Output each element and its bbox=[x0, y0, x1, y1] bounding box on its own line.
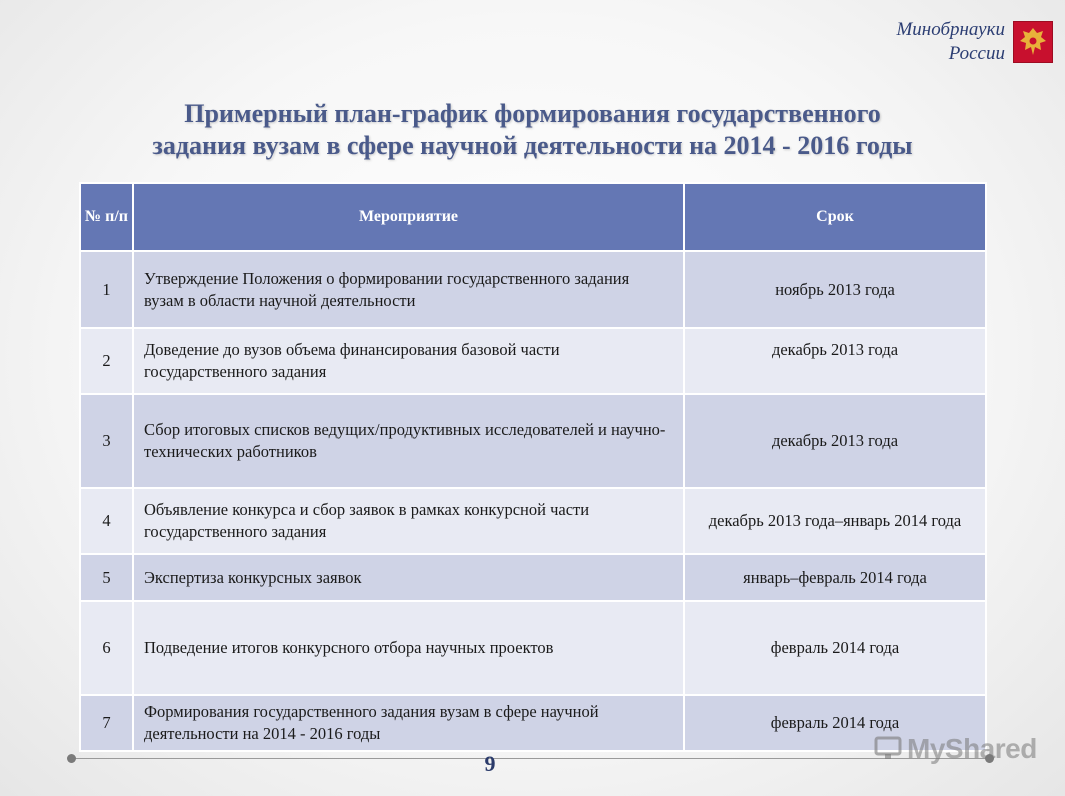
table-row bbox=[80, 488, 986, 554]
table-row bbox=[80, 601, 986, 695]
ministry-line1: Минобрнауки bbox=[896, 19, 1005, 40]
table-row bbox=[80, 394, 986, 488]
title-line2: задания вузам в сфере научной деятельности на 2014 - 2016 годы bbox=[152, 131, 913, 160]
row-deadline: февраль 2014 года bbox=[684, 695, 986, 751]
ministry-label bbox=[896, 18, 1005, 66]
table-row bbox=[80, 695, 986, 751]
row-deadline: январь–февраль 2014 года bbox=[684, 554, 986, 601]
table-header-row bbox=[80, 183, 986, 251]
row-event: Экспертиза конкурсных заявок bbox=[133, 554, 684, 601]
row-deadline: февраль 2014 года bbox=[684, 601, 986, 695]
row-num: 6 bbox=[80, 601, 133, 695]
schedule-table bbox=[79, 182, 987, 752]
row-num: 1 bbox=[80, 251, 133, 328]
header-event: Мероприятие bbox=[133, 183, 684, 251]
table-row bbox=[80, 554, 986, 601]
row-num: 2 bbox=[80, 328, 133, 394]
row-num: 4 bbox=[80, 488, 133, 554]
row-deadline: декабрь 2013 года–январь 2014 года bbox=[684, 488, 986, 554]
watermark-text: MyShared bbox=[907, 732, 1037, 764]
coat-of-arms-icon bbox=[1013, 21, 1053, 63]
row-event: Объявление конкурса и сбор заявок в рамках конкурсной части государственного задания bbox=[133, 488, 684, 554]
row-deadline: декабрь 2013 года bbox=[684, 328, 986, 394]
row-event: Подведение итогов конкурсного отбора научных проектов bbox=[133, 601, 684, 695]
header-deadline: Срок bbox=[684, 183, 986, 251]
row-num: 7 bbox=[80, 695, 133, 751]
title-line1: Примерный план-график формирования государственного bbox=[184, 99, 881, 128]
row-event: Доведение до вузов объема финансирования базовой части государственного задания bbox=[133, 328, 684, 394]
row-num: 5 bbox=[80, 554, 133, 601]
row-deadline: ноябрь 2013 года bbox=[684, 251, 986, 328]
table-row bbox=[80, 328, 986, 394]
row-event: Утверждение Положения о формировании государственного задания вузам в области научной деятельности bbox=[133, 251, 684, 328]
row-event: Формирования государственного задания вузам в сфере научной деятельности на 2014 - 2016 годы bbox=[133, 695, 684, 751]
row-event: Сбор итоговых списков ведущих/продуктивных исследователей и научно-технических работников bbox=[133, 394, 684, 488]
page-number: 9 bbox=[484, 751, 496, 776]
page-title bbox=[0, 98, 1065, 162]
ministry-line2: России bbox=[948, 43, 1005, 64]
table-row bbox=[80, 251, 986, 328]
header-num: № п/п bbox=[80, 183, 133, 251]
watermark bbox=[873, 732, 1037, 769]
watermark-icon bbox=[873, 732, 903, 769]
row-num: 3 bbox=[80, 394, 133, 488]
row-deadline: декабрь 2013 года bbox=[684, 394, 986, 488]
